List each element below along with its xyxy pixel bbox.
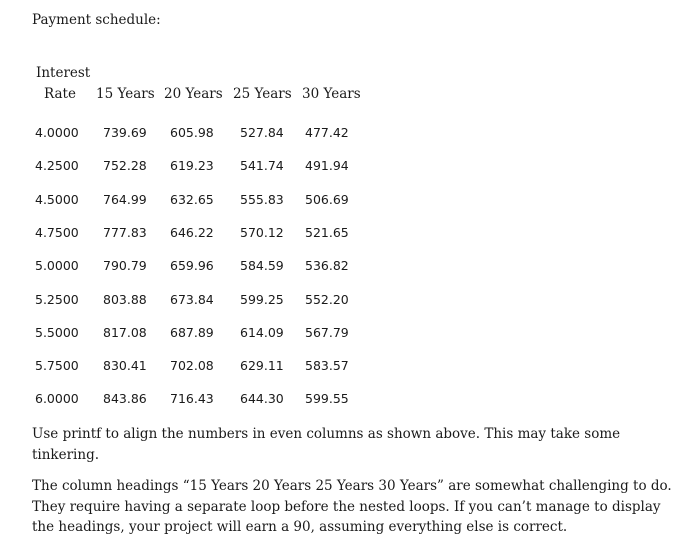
payment-cell: 777.83 xyxy=(103,224,147,240)
payment-cell: 716.43 xyxy=(170,391,214,407)
payment-cell: 570.12 xyxy=(240,224,284,240)
payment-cell: 619.23 xyxy=(170,158,214,174)
year-header-15: 15 Years xyxy=(96,86,155,102)
payment-cell: 687.89 xyxy=(170,324,214,340)
paragraph-printf: Use printf to align the numbers in even columns as shown above. This may take some tinkering. xyxy=(32,426,621,463)
page-heading: Payment schedule: xyxy=(32,12,161,28)
payment-cell: 567.79 xyxy=(305,324,349,340)
payment-cell: 659.96 xyxy=(170,258,214,274)
payment-cell: 541.74 xyxy=(240,158,284,174)
table-row xyxy=(0,225,688,243)
rate-cell: 4.2500 xyxy=(35,158,79,174)
table-row xyxy=(0,358,688,376)
payment-cell: 491.94 xyxy=(305,158,349,174)
year-header-20: 20 Years xyxy=(164,86,223,102)
payment-cell: 599.55 xyxy=(305,391,349,407)
payment-cell: 817.08 xyxy=(103,324,147,340)
payment-cell: 614.09 xyxy=(240,324,284,340)
table-row xyxy=(0,158,688,176)
rate-header-line2: Rate xyxy=(44,86,76,102)
payment-cell: 673.84 xyxy=(170,291,214,307)
payment-cell: 506.69 xyxy=(305,191,349,207)
payment-cell: 629.11 xyxy=(240,358,284,374)
payment-cell: 702.08 xyxy=(170,358,214,374)
payment-cell: 644.30 xyxy=(240,391,284,407)
table-row xyxy=(0,292,688,310)
rate-cell: 4.5000 xyxy=(35,191,79,207)
payment-cell: 599.25 xyxy=(240,291,284,307)
year-header-30: 30 Years xyxy=(302,86,361,102)
rate-cell: 6.0000 xyxy=(35,391,79,407)
payment-cell: 752.28 xyxy=(103,158,147,174)
table-row xyxy=(0,325,688,343)
payment-cell: 527.84 xyxy=(240,125,284,140)
payment-cell: 739.69 xyxy=(103,125,147,140)
payment-cell: 605.98 xyxy=(170,125,214,140)
rate-cell: 5.5000 xyxy=(35,324,79,340)
year-header-25: 25 Years xyxy=(233,86,292,102)
rate-cell: 5.0000 xyxy=(35,258,79,274)
payment-cell: 843.86 xyxy=(103,391,147,407)
payment-cell: 764.99 xyxy=(103,191,147,207)
payment-cell: 536.82 xyxy=(305,258,349,274)
payment-cell: 632.65 xyxy=(170,191,214,207)
table-row xyxy=(0,192,688,210)
payment-cell: 583.57 xyxy=(305,358,349,374)
payment-cell: 790.79 xyxy=(103,258,147,274)
payment-cell: 477.42 xyxy=(305,125,349,140)
payment-cell: 830.41 xyxy=(103,358,147,374)
table-row xyxy=(0,391,688,409)
payment-cell: 552.20 xyxy=(305,291,349,307)
payment-cell: 584.59 xyxy=(240,258,284,274)
payment-cell: 803.88 xyxy=(103,291,147,307)
table-row xyxy=(0,125,688,143)
payment-cell: 521.65 xyxy=(305,224,349,240)
paragraph-headings: The column headings “15 Years 20 Years 25 Years 30 Years” are somewhat challenging to do. They require having a separate loop before the nested loops. If you can’t manage to display the headings, your project will earn a 90, assuming everything else is correct. xyxy=(32,478,672,535)
payment-cell: 646.22 xyxy=(170,224,214,240)
rate-cell: 5.7500 xyxy=(35,358,79,374)
rate-header-line1: Interest xyxy=(36,65,91,81)
rate-cell: 4.7500 xyxy=(35,224,79,240)
payment-cell: 555.83 xyxy=(240,191,284,207)
table-row xyxy=(0,258,688,276)
rate-cell: 5.2500 xyxy=(35,291,79,307)
rate-cell: 4.0000 xyxy=(35,125,79,140)
